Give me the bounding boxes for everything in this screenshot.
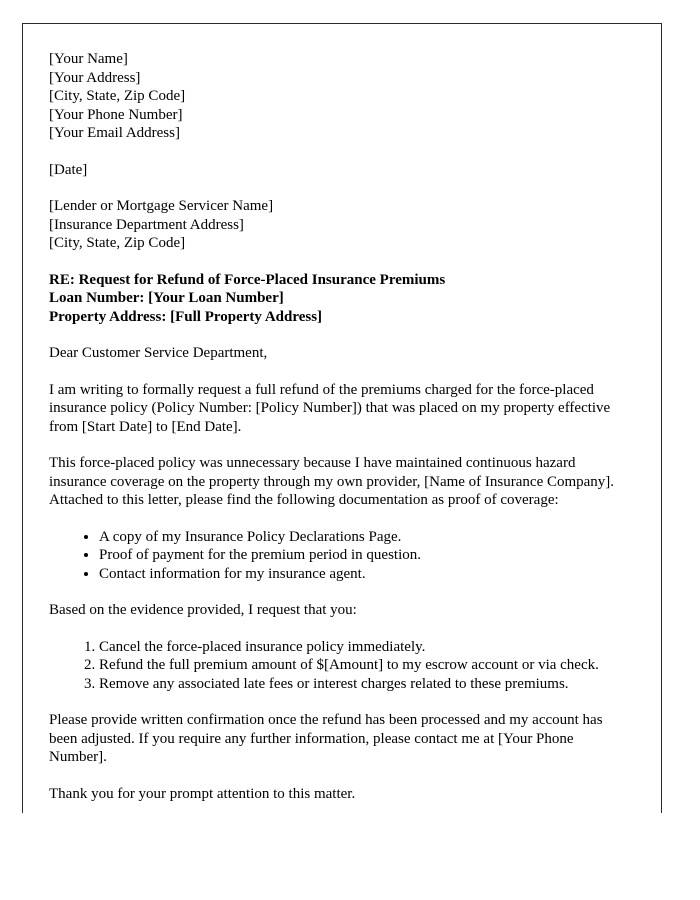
document-page — [22, 23, 662, 813]
sender-line-city-state-zip: [City, State, Zip Code] — [49, 88, 186, 104]
subject-reference-block — [49, 271, 633, 327]
date-block — [49, 161, 633, 180]
sender-line-phone: [Your Phone Number] — [49, 106, 183, 123]
list-item: 2. Refund the full premium amount of $[Amount] to my escrow account or via check. — [99, 656, 633, 675]
sender-line-address: [Your Address] — [49, 69, 141, 86]
body-paragraph-3: Based on the evidence provided, I request that you: — [49, 602, 357, 618]
list-item: • Proof of payment for the premium period in question. — [99, 546, 633, 565]
list-item: 3. Remove any associated late fees or interest charges related to these premiums. — [99, 675, 633, 694]
proof-of-coverage-list — [49, 528, 633, 584]
re-subject-line: RE: Request for Refund of Force-Placed Insurance Premiums — [49, 271, 446, 288]
list-item: 1. Cancel the force-placed insurance policy immediately. — [99, 638, 633, 657]
re-loan-number-line: Loan Number: [Your Loan Number] — [49, 290, 284, 306]
list-item: • A copy of my Insurance Policy Declarations Page. — [99, 528, 633, 547]
salutation: Dear Customer Service Department, — [49, 345, 268, 361]
body-paragraph-2: This force-placed policy was unnecessary because I have maintained continuous hazard insurance coverage on the property through my own provider, [Name of Insurance Company]. Attached to this letter, please find the following documentation as proof of coverage: — [49, 455, 615, 508]
requested-actions-list — [49, 638, 633, 694]
recipient-line-department: [Insurance Department Address] — [49, 216, 244, 233]
list-item: • Contact information for my insurance agent. — [99, 565, 633, 584]
date-line: [Date] — [49, 161, 88, 178]
recipient-address-block — [49, 197, 633, 253]
sender-line-name: [Your Name] — [49, 51, 128, 67]
body-paragraph-4: Please provide written confirmation once the refund has been processed and my account has been adjusted. If you require any further information, please contact me at [Your Phone Number]. — [49, 712, 603, 765]
sender-address-block — [49, 50, 633, 143]
sender-line-email: [Your Email Address] — [49, 125, 180, 141]
body-paragraph-1: I am writing to formally request a full refund of the premiums charged for the force-placed insurance policy (Policy Number: [Policy Number]) that was placed on my property effective from [Start Date] to [End Date]. — [49, 381, 611, 435]
re-property-address-line: Property Address: [Full Property Address] — [49, 308, 323, 325]
recipient-line-city-state-zip: [City, State, Zip Code] — [49, 235, 186, 251]
closing-line: Thank you for your prompt attention to this matter. — [49, 785, 356, 802]
recipient-line-name: [Lender or Mortgage Servicer Name] — [49, 198, 274, 214]
letter-body — [49, 50, 633, 821]
